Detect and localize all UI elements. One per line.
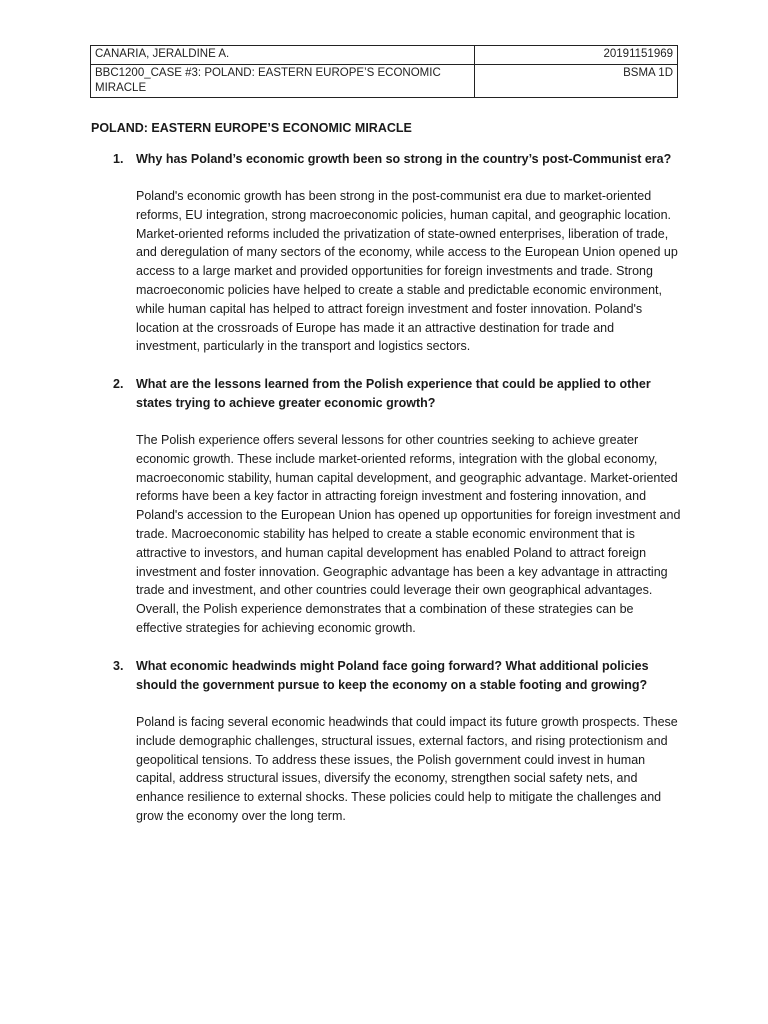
answer-text: The Polish experience offers several lessons for other countries seeking to achieve greater economic growth. These include market-oriented reforms, integration with the global economy, macroeconomic stability, human capital development, and geographic advantage. Market-oriented reforms have been a key factor in attracting foreign investment and fostering innovation, and Poland's accession to the European Union has opened up opportunities for foreign investment and trade. Macroeconomic stability has helped to create a stable economic environment that is attractive to investors, and human capital development has enabled Poland to attract foreign investment and foster innovation. Geographic advantage has been a key advantage in attracting trade and investment, and other countries could leverage their own geographical advantages. Overall, the Polish experience demonstrates that a combination of these strategies can be effective strategies for achieving economic growth.	[136, 433, 681, 635]
header-table	[90, 45, 678, 98]
document-title: POLAND: EASTERN EUROPE’S ECONOMIC MIRACLE	[91, 121, 412, 135]
question-text: Why has Poland’s economic growth been so strong in the country’s post-Communist era?	[136, 152, 672, 166]
section: BSMA 1D	[475, 65, 678, 98]
question-text: What economic headwinds might Poland face going forward? What additional policies should the government pursue to keep the economy on a stable footing and growing?	[136, 659, 649, 692]
course-case: BBC1200_CASE #3: POLAND: EASTERN EUROPE’S ECONOMIC MIRACLE	[91, 65, 475, 98]
question-number: 2.	[113, 377, 124, 391]
answer-text: Poland's economic growth has been strong in the post-communist era due to market-oriented reforms, EU integration, strong macroeconomic policies, human capital, and geographic location. Market-oriented reforms included the privatization of state-owned enterprises, liberation of trade, and deregulation of many sectors of the economy, while access to the European Union opened up access to a large market and provided opportunities for foreign investments and trade. Strong macroeconomic policies have helped to create a stable and predictable economic environment, while human capital has helped to attract foreign investment and foster innovation. Poland's location at the crossroads of Europe has made it an attractive destination for trade and investment, particularly in the transport and logistics sectors.	[136, 189, 678, 354]
student-id: 20191151969	[475, 46, 678, 65]
question-item-3	[91, 657, 681, 826]
question-text: What are the lessons learned from the Polish experience that could be applied to other states trying to achieve greater economic growth?	[136, 377, 651, 410]
question-number: 3.	[113, 659, 124, 673]
question-number: 1.	[113, 152, 124, 166]
question-list	[91, 150, 681, 826]
header-row-1	[91, 46, 678, 65]
answer-text: Poland is facing several economic headwinds that could impact its future growth prospects. These include demographic challenges, structural issues, external factors, and rising protectionism and geopolitical tensions. To address these issues, the Polish government could invest in human capital, address structural issues, diversify the economy, strengthen social safety nets, and enhance resilience to external shocks. These policies could help to mitigate the challenges and grow the economy over the long term.	[136, 715, 678, 823]
student-name: CANARIA, JERALDINE A.	[91, 46, 475, 65]
header-row-2	[91, 65, 678, 98]
question-item-1	[91, 150, 681, 375]
question-item-2	[91, 375, 681, 657]
